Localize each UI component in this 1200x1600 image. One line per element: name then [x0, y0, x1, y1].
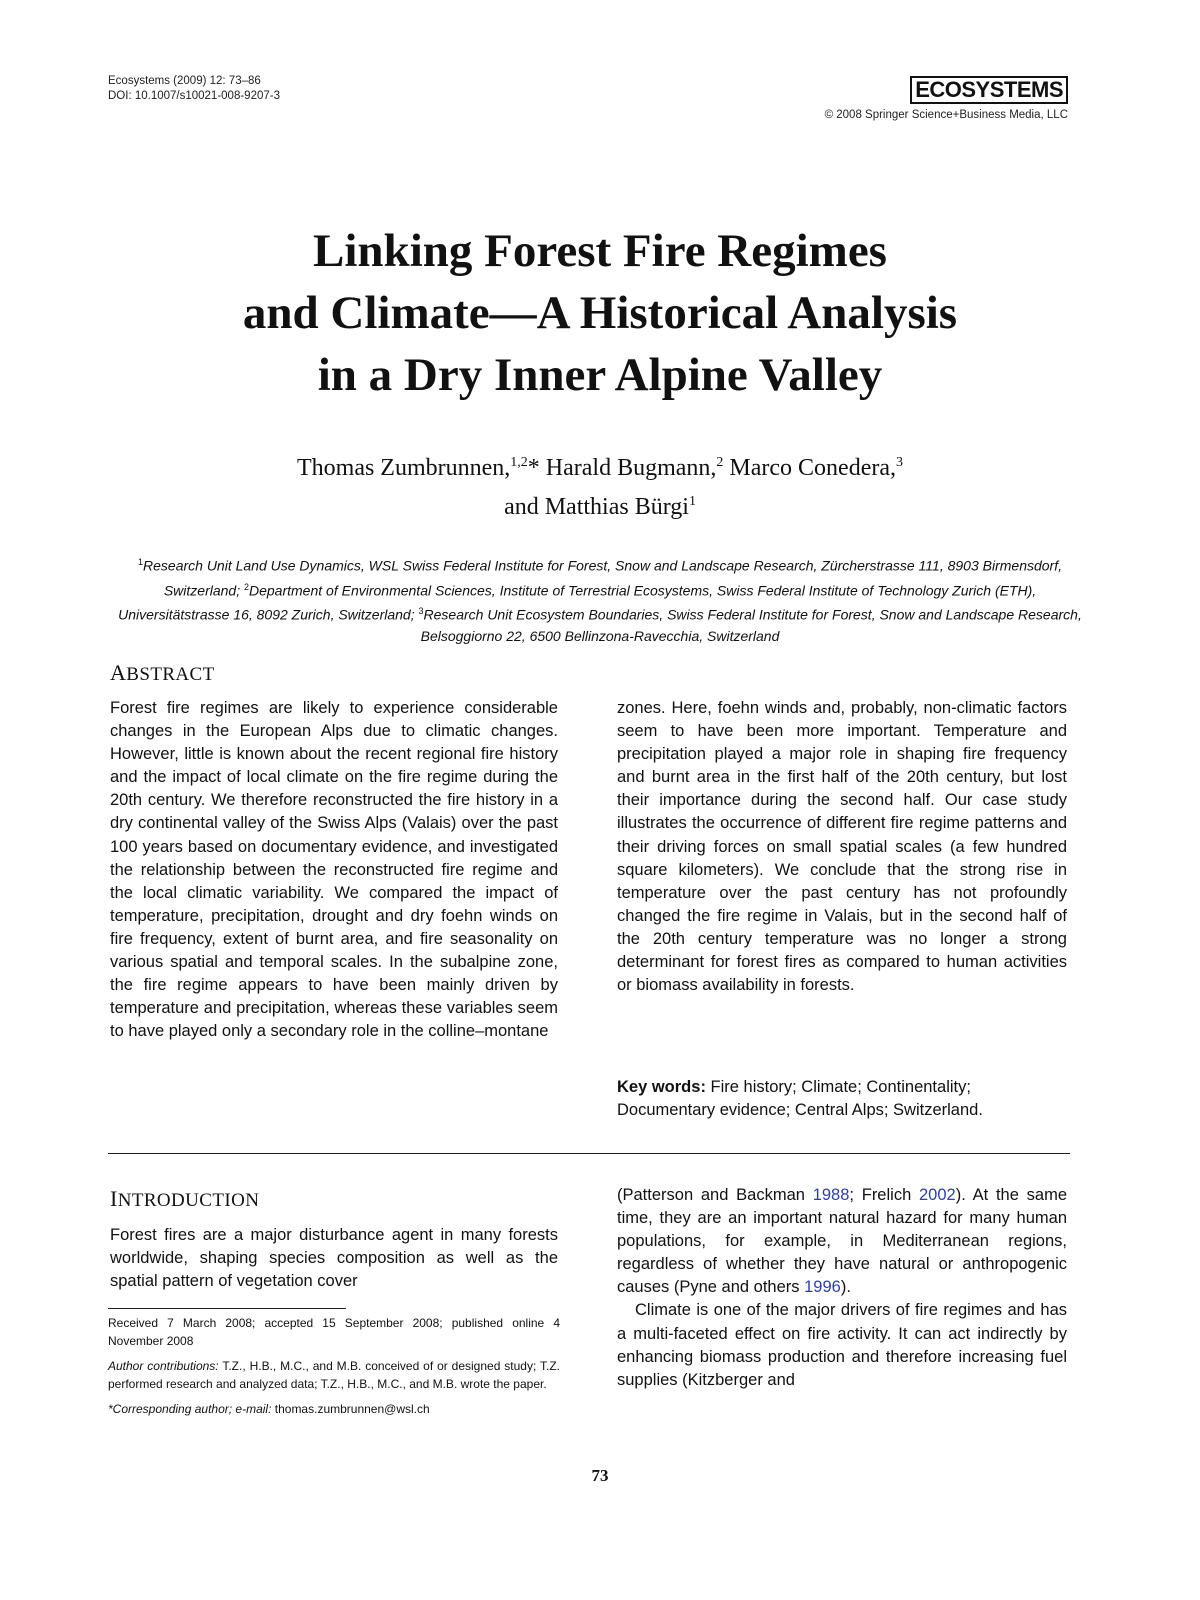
citation-link[interactable]: 1996: [804, 1278, 841, 1297]
affiliation-text: Research Unit Ecosystem Boundaries, Swiss Federal Institute for Forest, Snow and Landscape Research, Belsoggiorno 22, 6500 Bellinzona-Ravecchia, Switzerland: [420, 606, 1082, 644]
affiliation-number: 2: [243, 581, 249, 592]
paper-title: [100, 220, 1100, 406]
corresponding-marker: *: [527, 455, 540, 481]
heading-initial: A: [110, 660, 127, 685]
title-line-3: in a Dry Inner Alpine Valley: [317, 349, 883, 401]
author-name: Thomas Zumbrunnen,: [296, 455, 511, 481]
author-list: [100, 446, 1100, 524]
author-affiliation-marker: 2: [716, 455, 724, 470]
corresponding-label: *Corresponding author; e-mail:: [108, 1402, 272, 1416]
journal-logo: ECOSYSTEMS: [910, 76, 1068, 104]
author-name: and Matthias Bürgi: [504, 494, 689, 520]
heading-initial: I: [110, 1186, 118, 1211]
heading-rest: BSTRACT: [126, 664, 215, 685]
introduction-left-column: Forest fires are a major disturbance agent in many forests worldwide, shaping species composition as well as the spatial pattern of vegetation cover: [110, 1226, 558, 1291]
citation-link[interactable]: 1988: [812, 1186, 850, 1204]
journal-citation: [108, 74, 280, 104]
corresponding-author: [108, 1400, 560, 1418]
title-line-2: and Climate—A Historical Analysis: [242, 287, 958, 339]
affiliation-text: Research Unit Land Use Dynamics, WSL Swiss Federal Institute for Forest, Snow and Landscape Research, Zürcherstrasse 111, 8903 Birmensdorf, Switzerland;: [143, 557, 1062, 599]
abstract-right-column: zones. Here, foehn winds and, probably, non-climatic factors seem to have been more important. Temperature and precipitation played a major role in shaping fire frequency and burnt area in the first half of the 20th century, but lost their importance during the second half. Our case study illustrates the occurrence of different fire regime patterns and their driving forces on small spatial scales (a few hundred square kilometers). We conclude that the strong rise in temperature over the past century has not profoundly changed the fire regime in Valais, but in the second half of the 20th century temperature was no longer a strong determinant for forest fires as compared to human activities or biomass availability in forests.: [617, 699, 1067, 995]
contributions-text: T.Z., H.B., M.C., and M.B. conceived of or designed study; T.Z. performed research and analyzed data; T.Z., H.B., M.C., and M.B. wrote the paper.: [108, 1359, 560, 1391]
author-affiliation-marker: 1,2: [510, 455, 528, 470]
affiliation-number: 3: [418, 606, 424, 617]
title-line-1: Linking Forest Fire Regimes: [313, 225, 887, 277]
introduction-right-column: [617, 1184, 1067, 1392]
abstract-heading: [110, 660, 215, 686]
keywords: [617, 1076, 1067, 1122]
contributions-label: Author contributions:: [108, 1359, 219, 1373]
section-divider: [108, 1153, 1070, 1154]
corresponding-email[interactable]: thomas.zumbrunnen@wsl.ch: [271, 1402, 430, 1416]
doi-line: DOI: 10.1007/s10021-008-9207-3: [108, 90, 280, 102]
keywords-text: Fire history; Climate; Continentality; Documentary evidence; Central Alps; Switzerland.: [617, 1078, 983, 1120]
author-affiliation-marker: 1: [688, 494, 696, 509]
received-dates: Received 7 March 2008; accepted 15 September 2008; published online 4 November 2008: [108, 1316, 560, 1348]
introduction-heading: [110, 1186, 259, 1212]
abstract-left-column: Forest fire regimes are likely to experience considerable changes in the European Alps due to climatic changes. However, little is known about the recent regional fire history and the impact of local climate on the fire regime during the 20th century. We therefore reconstructed the fire history in a dry continental valley of the Swiss Alps (Valais) over the past 100 years based on documentary evidence, and investigated the relationship between the reconstructed fire regime and the local climatic variability. We compared the impact of temperature, precipitation, drought and dry foehn winds on fire frequency, extent of burnt area, and fire seasonality on various spatial and temporal scales. In the subalpine zone, the fire regime appears to have been mainly driven by temperature and precipitation, whereas these variables seem to have played only a secondary role in the colline–montane: [110, 699, 558, 1041]
citation-link[interactable]: 2002: [919, 1186, 956, 1204]
journal-volume-line: Ecosystems (2009) 12: 73–86: [108, 75, 261, 87]
page-number: 73: [591, 1466, 609, 1485]
author-affiliation-marker: 3: [896, 455, 903, 470]
author-contributions: [108, 1357, 560, 1393]
author-name: Harald Bugmann,: [539, 455, 717, 481]
footnote-divider: [108, 1308, 346, 1309]
footnotes: [108, 1314, 560, 1425]
author-name: Marco Conedera,: [723, 455, 896, 481]
intro-paragraph: Climate is one of the major drivers of fire regimes and has a multi-faceted effect on fire activity. It can act indirectly by enhancing biomass production and therefore increasing fuel supplies (Kitzberger and: [617, 1301, 1067, 1389]
heading-rest: NTRODUCTION: [117, 1190, 260, 1211]
affiliation-text: Department of Environmental Sciences, Institute of Terrestrial Ecosystems, Swiss Federal Institute of Technology Zurich (ETH), Universitätstrasse 16, 8092 Zurich, Switzerland;: [118, 582, 1037, 623]
affiliation-number: 1: [138, 557, 144, 567]
intro-paragraph: (Patterson and Backman 1988; Frelich 2002). At the same time, they are an important natural hazard for many human populations, for example, in Mediterranean regions, regardless of whether they have natural or anthropogenic causes (Pyne and others 1996).: [617, 1186, 1068, 1297]
copyright-notice: © 2008 Springer Science+Business Media, LLC: [824, 109, 1068, 121]
affiliations: [112, 552, 1088, 647]
keywords-label: Key words:: [617, 1078, 706, 1096]
